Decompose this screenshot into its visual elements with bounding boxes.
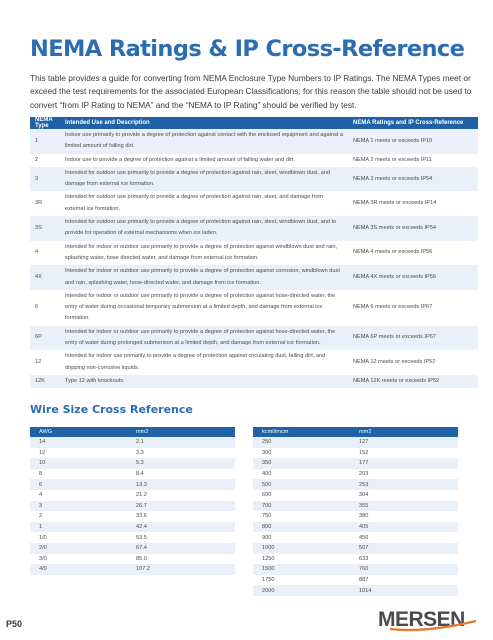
size-cell: 750 [253,511,350,522]
table-row [253,437,458,448]
mm2-cell: 152 [350,448,458,459]
table-row [253,585,458,596]
size-cell: 1000 [253,543,350,554]
table-row [30,375,478,388]
nema-type-cell: 4 [30,241,60,266]
size-cell: 500 [253,479,350,490]
size-cell: 10 [30,458,127,469]
ip-rating-cell: NEMA 3 meets or exceeds IP54 [348,167,478,192]
mm2-cell: 177 [350,458,458,469]
table-row [30,469,235,480]
mersen-logo [376,604,490,634]
mm2-cell: 380 [350,511,458,522]
size-cell: 12 [30,448,127,459]
mm2-cell: 13.3 [127,479,235,490]
ip-rating-cell: NEMA 4X meets or exceeds IP56 [348,265,478,290]
col-header-description: Intended Use and Description [60,117,348,129]
table-row [30,191,478,216]
table-row [253,490,458,501]
mm2-cell: 107.2 [127,564,235,575]
table-row [30,501,235,512]
mm2-cell: 253 [350,479,458,490]
table-row [30,543,235,554]
mm2-cell: 887 [350,575,458,586]
nema-ip-table [30,117,478,388]
mm2-cell: 8.4 [127,469,235,480]
nema-type-cell: 12K [30,375,60,388]
description-cell: Intended for indoor or outdoor use primarily to provide a degree of protection against hose-directed water, the entry of water during occasional temporary submersion at a limited depth, and damage from external ice formation. [60,290,348,326]
size-cell: 700 [253,501,350,512]
table-row [253,458,458,469]
size-cell: 4/0 [30,564,127,575]
description-cell: Indoor use to provide a degree of protection against a limited amount of falling water and dirt. [60,154,348,167]
nema-type-cell: 6P [30,326,60,351]
awg-table [30,427,235,575]
size-cell: 4 [30,490,127,501]
table-row [253,501,458,512]
table-row [30,554,235,565]
ip-rating-cell: NEMA 12K meets or exceeds IP52 [348,375,478,388]
table-row [30,154,478,167]
intro-paragraph: This table provides a guide for converting from NEMA Enclosure Type Numbers to IP Ratings. The NEMA Types meet or exceed the test requirements for the associated European Classifications; for this reason the table should not be used to convert “from IP Rating to NEMA” and the “NEMA to IP Rating” should be verified by test. [30,73,472,110]
table-row [253,522,458,533]
size-cell: 1250 [253,554,350,565]
wire-size-heading: Wire Size Cross Reference [30,403,193,416]
table-row [30,326,478,351]
mm2-cell: 33.6 [127,511,235,522]
col-header-nema-type: NEMA Type [30,117,60,129]
col-header-awg: AWG [30,427,127,437]
mm2-cell: 5.3 [127,458,235,469]
table-row [30,448,235,459]
mm2-cell: 85.0 [127,554,235,565]
size-cell: 350 [253,458,350,469]
description-cell: Intended for outdoor use primarily to provide a degree of protection against rain, sleet, windblown dust, and to provide for operation of external mechanisms when ice laden. [60,216,348,241]
table-row [30,511,235,522]
nema-table-header-row [30,117,478,129]
description-cell: Intended for indoor or outdoor use primarily to provide a degree of protection against corrosion, windblown dust and rain, splashing water, hose-directed water, and damage from ice formation. [60,265,348,290]
description-cell: Intended for indoor use primarily to provide a degree of protection against circulating dust, falling dirt, and dripping non-corrosive liquids. [60,350,348,375]
mm2-cell: 21.2 [127,490,235,501]
mm2-cell: 26.7 [127,501,235,512]
size-cell: 300 [253,448,350,459]
mm2-cell: 405 [350,522,458,533]
size-cell: 14 [30,437,127,448]
mm2-cell: 633 [350,554,458,565]
nema-type-cell: 6 [30,290,60,326]
col-header-kcmil: kcmil/mcm [253,427,350,437]
table-row [30,167,478,192]
mm2-cell: 53.5 [127,532,235,543]
table-row [30,522,235,533]
ip-rating-cell: NEMA 2 meets or exceeds IP11 [348,154,478,167]
table-row [30,532,235,543]
logo-wordmark: MERSEN [378,608,465,631]
mm2-cell: 3.3 [127,448,235,459]
table-row [253,532,458,543]
size-cell: 1/0 [30,532,127,543]
table-row [253,575,458,586]
description-cell: Intended for indoor or outdoor use primarily to provide a degree of protection against hose-directed water, the entry of water during prolonged submersion at a limited depth, and damage from external ice formation. [60,326,348,351]
table-row [30,564,235,575]
kcmil-table-header-row [253,427,458,437]
page-number: P50 [6,619,23,629]
table-row [30,437,235,448]
nema-type-cell: 1 [30,129,60,154]
size-cell: 250 [253,437,350,448]
mm2-cell: 2.1 [127,437,235,448]
size-cell: 3/0 [30,554,127,565]
size-cell: 6 [30,479,127,490]
mm2-cell: 42.4 [127,522,235,533]
mm2-cell: 507 [350,543,458,554]
size-cell: 2000 [253,585,350,596]
description-cell: Indoor use primarily to provide a degree of protection against contact with the enclosed equipment and against a limited amount of falling dirt. [60,129,348,154]
mm2-cell: 67.4 [127,543,235,554]
ip-rating-cell: NEMA 1 meets or exceeds IP10 [348,129,478,154]
table-row [30,290,478,326]
table-row [30,479,235,490]
description-cell: Type 12 with knockouts. [60,375,348,388]
table-row [253,543,458,554]
table-row [30,458,235,469]
table-row [30,265,478,290]
size-cell: 8 [30,469,127,480]
description-cell: Intended for outdoor use primarily to provide a degree of protection against rain, sleet, and damage from external ice formation. [60,191,348,216]
table-row [30,241,478,266]
size-cell: 1 [30,522,127,533]
col-header-mm2: mm2 [127,427,235,437]
table-row [253,479,458,490]
ip-rating-cell: NEMA 12 meets or exceeds IP52 [348,350,478,375]
nema-type-cell: 3S [30,216,60,241]
size-cell: 2 [30,511,127,522]
kcmil-table [253,427,458,596]
size-cell: 800 [253,522,350,533]
mm2-cell: 760 [350,564,458,575]
nema-type-cell: 12 [30,350,60,375]
nema-type-cell: 4X [30,265,60,290]
col-header-mm2: mm2 [350,427,458,437]
table-row [30,216,478,241]
size-cell: 2/0 [30,543,127,554]
page-title: NEMA Ratings & IP Cross-Reference [30,36,465,62]
table-row [30,129,478,154]
mm2-cell: 456 [350,532,458,543]
ip-rating-cell: NEMA 6 meets or exceeds IP67 [348,290,478,326]
table-row [253,469,458,480]
nema-type-cell: 3 [30,167,60,192]
awg-table-header-row [30,427,235,437]
ip-rating-cell: NEMA 6P meets or exceeds IP67 [348,326,478,351]
description-cell: Intended for outdoor use primarily to provide a degree of protection against rain, sleet, windblown dust, and damage from external ice formation. [60,167,348,192]
size-cell: 600 [253,490,350,501]
table-row [253,554,458,565]
size-cell: 3 [30,501,127,512]
table-row [253,564,458,575]
mm2-cell: 355 [350,501,458,512]
size-cell: 1500 [253,564,350,575]
description-cell: Intended for indoor or outdoor use primarily to provide a degree of protection against windblown dust and rain, splashing water, hose directed water, and damage from external ice formation. [60,241,348,266]
table-row [30,490,235,501]
size-cell: 1750 [253,575,350,586]
mm2-cell: 304 [350,490,458,501]
col-header-ip-rating: NEMA Ratings and IP Cross-Reference [348,117,478,129]
nema-type-cell: 3R [30,191,60,216]
nema-type-cell: 2 [30,154,60,167]
mm2-cell: 203 [350,469,458,480]
table-row [253,448,458,459]
ip-rating-cell: NEMA 3R meets or exceeds IP14 [348,191,478,216]
table-row [253,511,458,522]
mm2-cell: 127 [350,437,458,448]
size-cell: 400 [253,469,350,480]
size-cell: 900 [253,532,350,543]
mm2-cell: 1014 [350,585,458,596]
ip-rating-cell: NEMA 4 meets or exceeds IP56 [348,241,478,266]
table-row [30,350,478,375]
ip-rating-cell: NEMA 3S meets or exceeds IP54 [348,216,478,241]
